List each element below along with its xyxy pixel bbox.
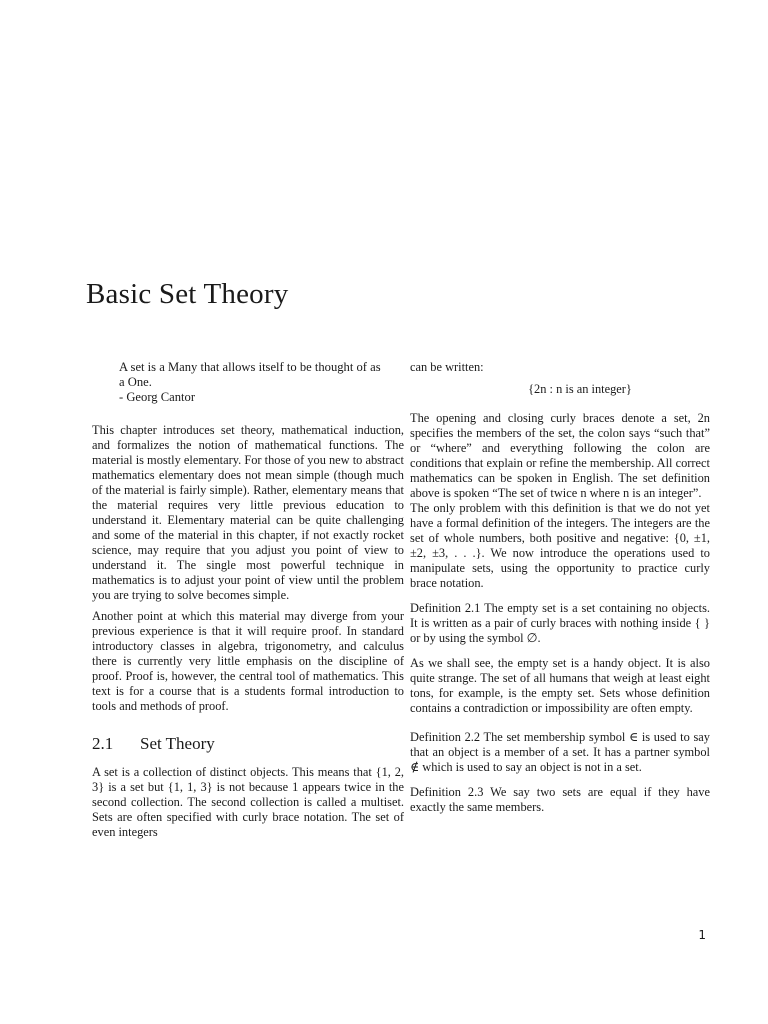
epigraph-attribution: - Georg Cantor (119, 390, 196, 404)
definition-2-3-label: Definition 2.3 (410, 785, 484, 799)
definition-2-2-label: Definition 2.2 (410, 730, 481, 744)
section-number: 2.1 (92, 734, 114, 753)
intro-paragraph: This chapter introduces set theory, mathematical induction, and formalizes the notion of mathematical functions. The material is mostly elementary. For those of you new to abstract mathematics elementary does not mean simple (though much of the material is fairly simple). Rather, elementary means that the material requires very little previous education to understand it. Elementary material can be quite challenging and some of the material in this chapter, if not exactly rocket science, may require that you adjust you point of view to understand it. The single most powerful technique in mathematics is to adjust your point of view until the problem you are trying to solve becomes simple. (92, 423, 404, 602)
empty-set-paragraph: As we shall see, the empty set is a handy object. It is also quite strange. The set of all humans that weigh at least eight tons, for example, is the empty set. Sets whose definition contains a contradiction or impossibility are often empty. (410, 656, 710, 715)
set-definition-paragraph: A set is a collection of distinct objects. This means that {1, 2, 3} is a set but {1, 1, 3} is not because 1 appears twice in the second collection. The second collection is called a multiset. Sets are often specified with curly brace notation. The set of even integers (92, 765, 404, 839)
definition-2-1-text: The empty set is a set containing no objects. It is written as a pair of curly braces with nothing inside { } or by using the symbol ∅. (410, 601, 710, 645)
definition-2-2 (410, 730, 710, 775)
page-title: Basic Set Theory (86, 278, 289, 310)
definition-2-3 (410, 785, 710, 815)
definition-2-2-text: The set membership symbol ∈ is used to say that an object is a member of a set. It has a partner symbol ∉ which is used to say an object is not in a set. (410, 730, 710, 774)
definition-2-3-text: We say two sets are equal if they have exactly the same members. (410, 785, 710, 814)
definition-2-1-label: Definition 2.1 (410, 601, 481, 615)
section-title: Set Theory (140, 734, 215, 753)
notation-explanation-paragraph: The opening and closing curly braces denote a set, 2n specifies the members of the set, the colon says “such that” or “where” and everything following the colon are conditions that explain or refine the membership. All correct mathematics can be spoken in English. The set definition above is spoken “The set of twice n where n is an integer”. (410, 411, 710, 500)
proof-paragraph: Another point at which this material may diverge from your previous experience is that it will require proof. In standard introductory classes in algebra, trigonometry, and calculus there is currently very little emphasis on the discipline of proof. Proof is, however, the central tool of mathematics. This text is for a course that is a students formal introduction to tools and methods of proof. (92, 609, 404, 713)
epigraph (119, 360, 381, 405)
right-column (410, 360, 710, 821)
section-heading (92, 736, 404, 751)
epigraph-quote: A set is a Many that allows itself to be thought of as a One. (119, 360, 381, 389)
definition-2-1 (410, 601, 710, 646)
page-number: 1 (698, 928, 706, 942)
set-builder-display: {2n : n is an integer} (528, 382, 632, 396)
continuation-text: can be written: (410, 360, 484, 374)
integers-paragraph: The only problem with this definition is that we do not yet have a formal definition of the integers. The integers are the set of whole numbers, both positive and negative: {0, ±1, ±2, ±3, . . .}. We now introduce the operations used to manipulate sets, using the opportunity to practice curly brace notation. (410, 501, 710, 590)
left-column (92, 360, 404, 846)
